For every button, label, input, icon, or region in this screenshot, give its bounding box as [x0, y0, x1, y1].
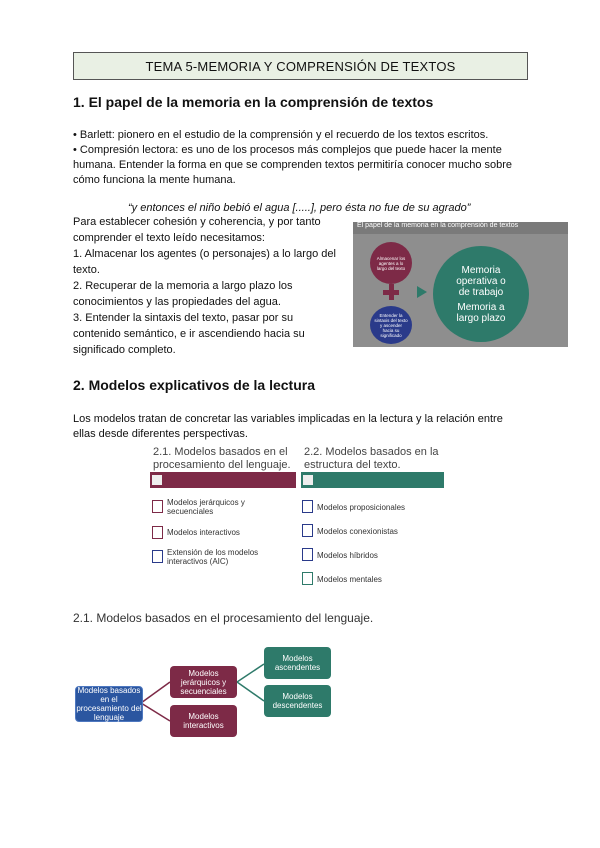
caption-line: estructura del texto. [304, 459, 401, 471]
node-label: Modelos descendentes [272, 692, 323, 710]
memory-line: Memoria a [457, 301, 505, 313]
memory-line: de trabajo [458, 286, 504, 298]
caption-line: 2.2. Modelos basados en la [304, 446, 439, 458]
item-label: Modelos proposicionales [317, 503, 406, 512]
needs-line: 1. Almacenar los agentes (o personajes) a lo largo del [73, 248, 336, 260]
item-label-line: interactivos (AIC) [167, 557, 229, 566]
agents-circle-label: Almacenar los agentes a lo largo del texto [376, 255, 406, 271]
diagram-node-descendentes [264, 685, 331, 717]
diagram-node-interactivos [170, 705, 237, 737]
item-label-line: Modelos interactivos [167, 528, 240, 537]
needs-line: 3. Entender la sintaxis del texto, pasar por su [73, 312, 294, 324]
page-title: TEMA 5-MEMORIA Y COMPRENSIÓN DE TEXTOS [73, 52, 528, 80]
needs-line: contenido semántico, e ir ascendiendo hacia su [73, 328, 305, 340]
section2-intro-line2: ellas desde diferentes perspectivas. [73, 428, 248, 440]
syntax-circle-label: Entender la sintaxis del texto y ascender hacia su significado [374, 312, 408, 338]
bullet-comprension-line3: cómo funciona la mente humana. [73, 174, 236, 186]
section2-heading: 2. Modelos explicativos de la lectura [73, 377, 315, 393]
caption-line: procesamiento del lenguaje. [153, 459, 291, 471]
needs-line: texto. [73, 264, 100, 276]
section1-heading: 1. El papel de la memoria en la comprensión de textos [73, 94, 434, 110]
figure-header: El papel de la memoria en la comprensión de textos [353, 222, 568, 234]
node-label: Modelos interactivos [183, 712, 224, 730]
section2-intro-line1: Los modelos tratan de concretar las variables implicadas en la lectura y la relación entre [73, 413, 503, 425]
item-label: Modelos conexionistas [317, 527, 398, 536]
memory-line: largo plazo [456, 312, 506, 324]
bullet-comprension-line2: humana. Entender la forma en que se comprenden textos permitiría conocer mucho sobre [73, 159, 513, 171]
diagram-node-ascendentes [264, 647, 331, 679]
example-quote: “y entonces el niño bebió el agua [.....], pero ésta no fue de su agrado” [128, 202, 471, 214]
bullet-barlett: • Barlett: pionero en el estudio de la comprensión y el recuerdo de los textos escritos. [73, 129, 489, 141]
memory-line: operativa o [456, 275, 506, 287]
diagram-root-node [75, 686, 143, 722]
needs-line: 2. Recuperar de la memoria a largo plazo los [73, 280, 293, 292]
node-label: Modelos basados en el procesamiento del lenguaje [76, 686, 142, 722]
caption-line: 2.1. Modelos basados en el [153, 446, 288, 458]
memory-line: Memoria [461, 264, 501, 276]
item-label-line: Modelos jerárquicos y [167, 498, 245, 507]
item-label-line: Extensión de los modelos [167, 548, 259, 557]
node-label: Modelos ascendentes [274, 654, 321, 672]
needs-line: Para establecer cohesión y coherencia, y por tanto [73, 216, 321, 228]
node-label: Modelos jerárquicos y secuenciales [180, 668, 227, 696]
needs-line: significado completo. [73, 344, 176, 356]
item-label: Modelos mentales [317, 575, 382, 584]
item-label: Modelos híbridos [317, 551, 378, 560]
item-label-line: secuenciales [167, 507, 214, 516]
needs-line: conocimientos y las propiedades del agua. [73, 296, 281, 308]
diagram-node-jerarquicos [170, 666, 237, 698]
subsection-heading: 2.1. Modelos basados en el procesamiento del lenguaje. [73, 611, 374, 625]
needs-line: comprender el texto leído necesitamos: [73, 232, 265, 244]
bullet-comprension-line1: • Compresión lectora: es uno de los procesos más complejos que puede hacer la mente [73, 144, 502, 156]
